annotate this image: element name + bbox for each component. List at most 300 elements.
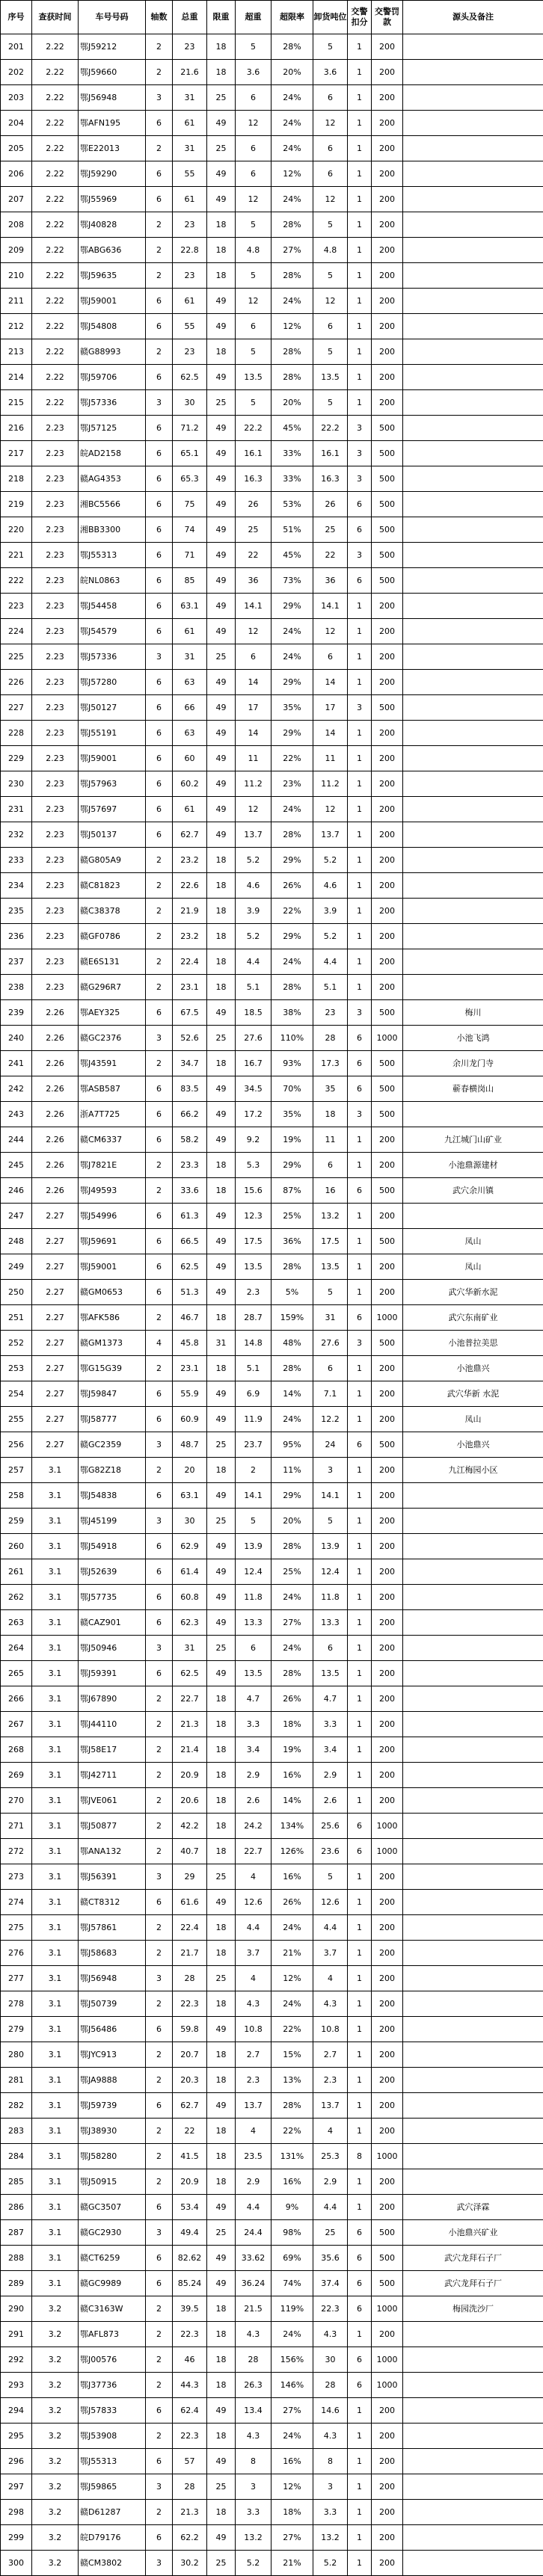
cell-col-index: 239	[1, 1000, 32, 1026]
cell-col-points: 1	[348, 924, 372, 949]
cell-col-total-weight: 66.2	[173, 1102, 207, 1127]
cell-col-index: 298	[1, 2500, 32, 2525]
table-row	[1, 1966, 543, 1991]
cell-col-total-weight: 21.3	[173, 2500, 207, 2525]
cell-col-unload: 7.1	[313, 1381, 348, 1407]
cell-col-source-note: 武穴东南矿业	[403, 1305, 543, 1331]
cell-col-limit: 49	[207, 1890, 236, 1915]
cell-col-over-rate: 28%	[272, 34, 313, 60]
cell-col-over-rate: 16%	[272, 1864, 313, 1890]
cell-col-index: 248	[1, 1229, 32, 1254]
cell-col-overweight: 11	[236, 746, 272, 771]
cell-col-date: 3.2	[32, 2449, 79, 2474]
cell-col-overweight: 16.1	[236, 441, 272, 466]
cell-col-limit: 49	[207, 1407, 236, 1432]
cell-col-source-note: 武穴余川镇	[403, 1178, 543, 1204]
cell-col-fine: 200	[372, 2195, 403, 2220]
cell-col-total-weight: 59.8	[173, 2017, 207, 2042]
cell-col-limit: 49	[207, 1000, 236, 1026]
cell-col-over-rate: 15%	[272, 2042, 313, 2068]
cell-col-fine: 200	[372, 1737, 403, 1763]
table-row	[1, 670, 543, 695]
cell-col-axles: 6	[146, 1204, 173, 1229]
cell-col-index: 215	[1, 390, 32, 416]
cell-col-unload: 4.7	[313, 1686, 348, 1712]
cell-col-date: 3.2	[32, 2322, 79, 2347]
cell-col-date: 3.1	[32, 1915, 79, 1941]
cell-col-date: 2.23	[32, 822, 79, 848]
cell-col-date: 2.23	[32, 568, 79, 594]
cell-col-limit: 49	[207, 1229, 236, 1254]
cell-col-date: 2.23	[32, 517, 79, 543]
cell-col-limit: 25	[207, 390, 236, 416]
cell-col-date: 2.23	[32, 543, 79, 568]
cell-col-index: 278	[1, 1991, 32, 2017]
cell-col-over-rate: 24%	[272, 1915, 313, 1941]
cell-col-limit: 25	[207, 1432, 236, 1458]
cell-col-index: 290	[1, 2296, 32, 2322]
cell-col-total-weight: 23.3	[173, 1153, 207, 1178]
cell-col-axles: 6	[146, 1585, 173, 1610]
cell-col-index: 277	[1, 1966, 32, 1991]
cell-col-index: 252	[1, 1331, 32, 1356]
table-row	[1, 1051, 543, 1076]
cell-col-overweight: 11.8	[236, 1585, 272, 1610]
cell-col-over-rate: 25%	[272, 1559, 313, 1585]
cell-col-overweight: 14.8	[236, 1331, 272, 1356]
cell-col-source-note	[403, 416, 543, 441]
cell-col-limit: 49	[207, 314, 236, 339]
cell-col-index: 212	[1, 314, 32, 339]
cell-col-index: 234	[1, 873, 32, 899]
cell-col-overweight: 6.9	[236, 1381, 272, 1407]
cell-col-index: 214	[1, 365, 32, 390]
cell-col-source-note: 武穴泽霖	[403, 2195, 543, 2220]
cell-col-unload: 6	[313, 314, 348, 339]
cell-col-index: 246	[1, 1178, 32, 1204]
cell-col-total-weight: 61	[173, 619, 207, 644]
cell-col-total-weight: 71.2	[173, 416, 207, 441]
cell-col-date: 2.23	[32, 949, 79, 975]
cell-col-total-weight: 61	[173, 187, 207, 212]
cell-col-overweight: 16.3	[236, 466, 272, 492]
table-row	[1, 1229, 543, 1254]
cell-col-points: 3	[348, 1000, 372, 1026]
cell-col-limit: 18	[207, 949, 236, 975]
cell-col-fine: 200	[372, 2525, 403, 2551]
cell-col-source-note	[403, 1991, 543, 2017]
cell-col-limit: 49	[207, 1076, 236, 1102]
cell-col-limit: 49	[207, 1204, 236, 1229]
cell-col-total-weight: 23	[173, 263, 207, 289]
cell-col-date: 2.22	[32, 60, 79, 85]
cell-col-points: 1	[348, 1153, 372, 1178]
cell-col-points: 1	[348, 111, 372, 136]
table-row	[1, 746, 543, 771]
cell-col-overweight: 11.9	[236, 1407, 272, 1432]
cell-col-axles: 3	[146, 1966, 173, 1991]
cell-col-fine: 200	[372, 1559, 403, 1585]
cell-col-axles: 6	[146, 1127, 173, 1153]
cell-col-overweight: 2.3	[236, 2068, 272, 2093]
cell-col-plate: 鄂JA9888	[79, 2068, 146, 2093]
cell-col-axles: 2	[146, 1178, 173, 1204]
cell-col-date: 3.1	[32, 1737, 79, 1763]
cell-col-axles: 2	[146, 1814, 173, 1839]
cell-col-fine: 200	[372, 1356, 403, 1381]
cell-col-total-weight: 21.3	[173, 1712, 207, 1737]
cell-col-date: 3.2	[32, 2525, 79, 2551]
cell-col-over-rate: 16%	[272, 1763, 313, 1788]
cell-col-over-rate: 70%	[272, 1076, 313, 1102]
table-row	[1, 466, 543, 492]
header-col-date: 查获时间	[32, 1, 79, 34]
cell-col-fine: 500	[372, 492, 403, 517]
cell-col-index: 229	[1, 746, 32, 771]
cell-col-limit: 49	[207, 797, 236, 822]
cell-col-date: 2.26	[32, 1026, 79, 1051]
cell-col-index: 263	[1, 1610, 32, 1636]
cell-col-axles: 2	[146, 1941, 173, 1966]
cell-col-date: 2.26	[32, 1127, 79, 1153]
cell-col-points: 1	[348, 1661, 372, 1686]
cell-col-axles: 2	[146, 1788, 173, 1814]
cell-col-axles: 3	[146, 1432, 173, 1458]
cell-col-axles: 2	[146, 60, 173, 85]
cell-col-axles: 6	[146, 619, 173, 644]
cell-col-index: 273	[1, 1864, 32, 1890]
cell-col-index: 240	[1, 1026, 32, 1051]
cell-col-unload: 5.2	[313, 848, 348, 873]
cell-col-axles: 6	[146, 2271, 173, 2296]
cell-col-points: 3	[348, 543, 372, 568]
cell-col-total-weight: 29	[173, 1864, 207, 1890]
cell-col-fine: 200	[372, 1890, 403, 1915]
cell-col-plate: 赣C3163W	[79, 2296, 146, 2322]
cell-col-overweight: 5.2	[236, 848, 272, 873]
cell-col-index: 287	[1, 2220, 32, 2246]
header-col-unload: 卸货吨位	[313, 1, 348, 34]
cell-col-total-weight: 39.5	[173, 2296, 207, 2322]
cell-col-total-weight: 66	[173, 695, 207, 721]
cell-col-limit: 18	[207, 2144, 236, 2169]
cell-col-index: 283	[1, 2119, 32, 2144]
cell-col-overweight: 13.2	[236, 2525, 272, 2551]
cell-col-fine: 200	[372, 1991, 403, 2017]
cell-col-source-note: 小池鼎兴	[403, 1356, 543, 1381]
cell-col-index: 220	[1, 517, 32, 543]
table-row	[1, 263, 543, 289]
cell-col-fine: 200	[372, 1763, 403, 1788]
cell-col-date: 3.1	[32, 1661, 79, 1686]
cell-col-points: 1	[348, 975, 372, 1000]
cell-col-points: 1	[348, 1712, 372, 1737]
cell-col-unload: 16.3	[313, 466, 348, 492]
cell-col-total-weight: 63.1	[173, 1483, 207, 1509]
cell-col-points: 6	[348, 492, 372, 517]
cell-col-source-note	[403, 1686, 543, 1712]
cell-col-source-note: 九江城门山矿业	[403, 1127, 543, 1153]
cell-col-axles: 6	[146, 721, 173, 746]
cell-col-points: 1	[348, 1890, 372, 1915]
cell-col-overweight: 14	[236, 670, 272, 695]
cell-col-fine: 200	[372, 2068, 403, 2093]
cell-col-index: 235	[1, 899, 32, 924]
cell-col-axles: 6	[146, 517, 173, 543]
table-row	[1, 924, 543, 949]
cell-col-overweight: 4.6	[236, 873, 272, 899]
cell-col-overweight: 17.5	[236, 1229, 272, 1254]
cell-col-plate: 湘BC5566	[79, 492, 146, 517]
cell-col-unload: 5.2	[313, 2551, 348, 2576]
cell-col-fine: 200	[372, 187, 403, 212]
cell-col-source-note	[403, 238, 543, 263]
cell-col-unload: 3.3	[313, 1712, 348, 1737]
cell-col-overweight: 4	[236, 1966, 272, 1991]
cell-col-plate: 鄂ABG636	[79, 238, 146, 263]
cell-col-unload: 11	[313, 1127, 348, 1153]
table-row	[1, 2500, 543, 2525]
cell-col-limit: 18	[207, 1051, 236, 1076]
cell-col-axles: 6	[146, 797, 173, 822]
cell-col-axles: 3	[146, 1026, 173, 1051]
cell-col-points: 1	[348, 60, 372, 85]
cell-col-plate: 赣GF0786	[79, 924, 146, 949]
table-row	[1, 1407, 543, 1432]
cell-col-plate: 浙A7T725	[79, 1102, 146, 1127]
cell-col-over-rate: 53%	[272, 492, 313, 517]
table-row	[1, 2119, 543, 2144]
cell-col-limit: 49	[207, 568, 236, 594]
cell-col-overweight: 36	[236, 568, 272, 594]
cell-col-total-weight: 66.5	[173, 1229, 207, 1254]
cell-col-over-rate: 24%	[272, 1636, 313, 1661]
cell-col-plate: 鄂J57697	[79, 797, 146, 822]
table-row	[1, 441, 543, 466]
cell-col-index: 255	[1, 1407, 32, 1432]
cell-col-total-weight: 53.4	[173, 2195, 207, 2220]
cell-col-points: 1	[348, 644, 372, 670]
cell-col-total-weight: 61.3	[173, 1204, 207, 1229]
cell-col-plate: 鄂E22013	[79, 136, 146, 161]
cell-col-limit: 49	[207, 1585, 236, 1610]
cell-col-limit: 49	[207, 416, 236, 441]
cell-col-index: 299	[1, 2525, 32, 2551]
cell-col-source-note	[403, 2525, 543, 2551]
cell-col-axles: 6	[146, 543, 173, 568]
cell-col-source-note	[403, 263, 543, 289]
cell-col-index: 232	[1, 822, 32, 848]
cell-col-fine: 1000	[372, 1814, 403, 1839]
cell-col-index: 250	[1, 1280, 32, 1305]
cell-col-overweight: 4.7	[236, 1686, 272, 1712]
cell-col-date: 2.23	[32, 594, 79, 619]
table-row	[1, 1381, 543, 1407]
cell-col-over-rate: 95%	[272, 1432, 313, 1458]
cell-col-index: 254	[1, 1381, 32, 1407]
cell-col-points: 1	[348, 1204, 372, 1229]
cell-col-overweight: 18.5	[236, 1000, 272, 1026]
table-row	[1, 1204, 543, 1229]
cell-col-axles: 6	[146, 822, 173, 848]
cell-col-plate: 皖D79176	[79, 2525, 146, 2551]
cell-col-plate: 鄂J59847	[79, 1381, 146, 1407]
cell-col-plate: 赣C38378	[79, 899, 146, 924]
cell-col-overweight: 6	[236, 161, 272, 187]
cell-col-date: 2.22	[32, 136, 79, 161]
cell-col-points: 1	[348, 2500, 372, 2525]
cell-col-axles: 6	[146, 1610, 173, 1636]
table-body	[1, 34, 543, 2576]
cell-col-axles: 6	[146, 670, 173, 695]
cell-col-over-rate: 22%	[272, 2017, 313, 2042]
cell-col-plate: 鄂J45199	[79, 1509, 146, 1534]
cell-col-plate: 鄂J59706	[79, 365, 146, 390]
cell-col-unload: 2.6	[313, 1788, 348, 1814]
cell-col-total-weight: 22.7	[173, 1686, 207, 1712]
cell-col-points: 1	[348, 1356, 372, 1381]
cell-col-axles: 2	[146, 1686, 173, 1712]
cell-col-plate: 鄂J59001	[79, 289, 146, 314]
cell-col-total-weight: 23.2	[173, 924, 207, 949]
cell-col-axles: 2	[146, 848, 173, 873]
table-row	[1, 644, 543, 670]
cell-col-source-note	[403, 390, 543, 416]
cell-col-plate: 赣C81823	[79, 873, 146, 899]
cell-col-date: 3.1	[32, 2169, 79, 2195]
cell-col-unload: 5	[313, 34, 348, 60]
cell-col-limit: 25	[207, 2474, 236, 2500]
cell-col-axles: 6	[146, 746, 173, 771]
cell-col-overweight: 17	[236, 695, 272, 721]
cell-col-fine: 200	[372, 2551, 403, 2576]
cell-col-points: 1	[348, 85, 372, 111]
cell-col-unload: 30	[313, 2347, 348, 2373]
cell-col-limit: 25	[207, 1026, 236, 1051]
cell-col-plate: 鄂J55313	[79, 2449, 146, 2474]
cell-col-axles: 2	[146, 1763, 173, 1788]
cell-col-total-weight: 48.7	[173, 1432, 207, 1458]
cell-col-date: 3.1	[32, 2195, 79, 2220]
cell-col-date: 2.27	[32, 1381, 79, 1407]
cell-col-axles: 2	[146, 2144, 173, 2169]
cell-col-limit: 49	[207, 492, 236, 517]
cell-col-total-weight: 60.8	[173, 1585, 207, 1610]
cell-col-overweight: 34.5	[236, 1076, 272, 1102]
cell-col-overweight: 17.2	[236, 1102, 272, 1127]
table-row	[1, 2220, 543, 2246]
cell-col-overweight: 26.3	[236, 2373, 272, 2398]
cell-col-overweight: 25	[236, 517, 272, 543]
cell-col-unload: 2.7	[313, 2042, 348, 2068]
cell-col-source-note	[403, 695, 543, 721]
cell-col-unload: 11.2	[313, 771, 348, 797]
cell-col-date: 2.22	[32, 365, 79, 390]
cell-col-index: 238	[1, 975, 32, 1000]
cell-col-date: 2.23	[32, 975, 79, 1000]
cell-col-total-weight: 46.7	[173, 1305, 207, 1331]
cell-col-limit: 31	[207, 1331, 236, 1356]
cell-col-axles: 6	[146, 314, 173, 339]
cell-col-limit: 49	[207, 1610, 236, 1636]
cell-col-fine: 200	[372, 797, 403, 822]
cell-col-plate: 鄂J57833	[79, 2398, 146, 2424]
cell-col-unload: 16	[313, 1178, 348, 1204]
cell-col-index: 236	[1, 924, 32, 949]
cell-col-over-rate: 93%	[272, 1051, 313, 1076]
cell-col-overweight: 13.3	[236, 1610, 272, 1636]
cell-col-date: 3.1	[32, 1636, 79, 1661]
cell-col-plate: 鄂J67890	[79, 1686, 146, 1712]
cell-col-overweight: 12	[236, 619, 272, 644]
cell-col-source-note	[403, 1534, 543, 1559]
cell-col-index: 217	[1, 441, 32, 466]
cell-col-limit: 49	[207, 289, 236, 314]
header-col-limit: 限重	[207, 1, 236, 34]
cell-col-date: 2.27	[32, 1204, 79, 1229]
cell-col-limit: 18	[207, 1178, 236, 1204]
cell-col-overweight: 13.7	[236, 822, 272, 848]
table-row	[1, 1331, 543, 1356]
cell-col-overweight: 2.3	[236, 1280, 272, 1305]
cell-col-limit: 49	[207, 517, 236, 543]
cell-col-plate: 赣GM0653	[79, 1280, 146, 1305]
cell-col-over-rate: 19%	[272, 1127, 313, 1153]
cell-col-fine: 1000	[372, 2296, 403, 2322]
cell-col-index: 269	[1, 1763, 32, 1788]
cell-col-points: 1	[348, 2042, 372, 2068]
cell-col-axles: 2	[146, 1737, 173, 1763]
cell-col-total-weight: 23	[173, 339, 207, 365]
cell-col-unload: 5	[313, 339, 348, 365]
cell-col-unload: 25.3	[313, 2144, 348, 2169]
cell-col-points: 1	[348, 899, 372, 924]
cell-col-source-note	[403, 136, 543, 161]
cell-col-plate: 赣CM6337	[79, 1127, 146, 1153]
cell-col-over-rate: 24%	[272, 797, 313, 822]
cell-col-fine: 200	[372, 1127, 403, 1153]
cell-col-limit: 25	[207, 85, 236, 111]
cell-col-over-rate: 29%	[272, 848, 313, 873]
table-row	[1, 1153, 543, 1178]
cell-col-over-rate: 27%	[272, 2398, 313, 2424]
cell-col-limit: 25	[207, 2551, 236, 2576]
cell-col-unload: 13.5	[313, 1661, 348, 1686]
cell-col-points: 1	[348, 1864, 372, 1890]
cell-col-fine: 1000	[372, 1305, 403, 1331]
cell-col-source-note	[403, 1483, 543, 1509]
cell-col-source-note: 小池鼎兴矿业	[403, 2220, 543, 2246]
cell-col-fine: 200	[372, 1381, 403, 1407]
cell-col-date: 2.22	[32, 34, 79, 60]
cell-col-source-note	[403, 721, 543, 746]
cell-col-index: 270	[1, 1788, 32, 1814]
cell-col-source-note	[403, 1763, 543, 1788]
cell-col-unload: 3.7	[313, 1941, 348, 1966]
cell-col-overweight: 5.1	[236, 1356, 272, 1381]
cell-col-index: 286	[1, 2195, 32, 2220]
cell-col-over-rate: 11%	[272, 1458, 313, 1483]
cell-col-limit: 18	[207, 1814, 236, 1839]
cell-col-plate: 鄂J59001	[79, 1254, 146, 1280]
cell-col-axles: 2	[146, 899, 173, 924]
cell-col-plate: 鄂G15G39	[79, 1356, 146, 1381]
cell-col-index: 226	[1, 670, 32, 695]
cell-col-total-weight: 55	[173, 314, 207, 339]
cell-col-over-rate: 110%	[272, 1026, 313, 1051]
cell-col-source-note	[403, 1661, 543, 1686]
cell-col-limit: 18	[207, 34, 236, 60]
